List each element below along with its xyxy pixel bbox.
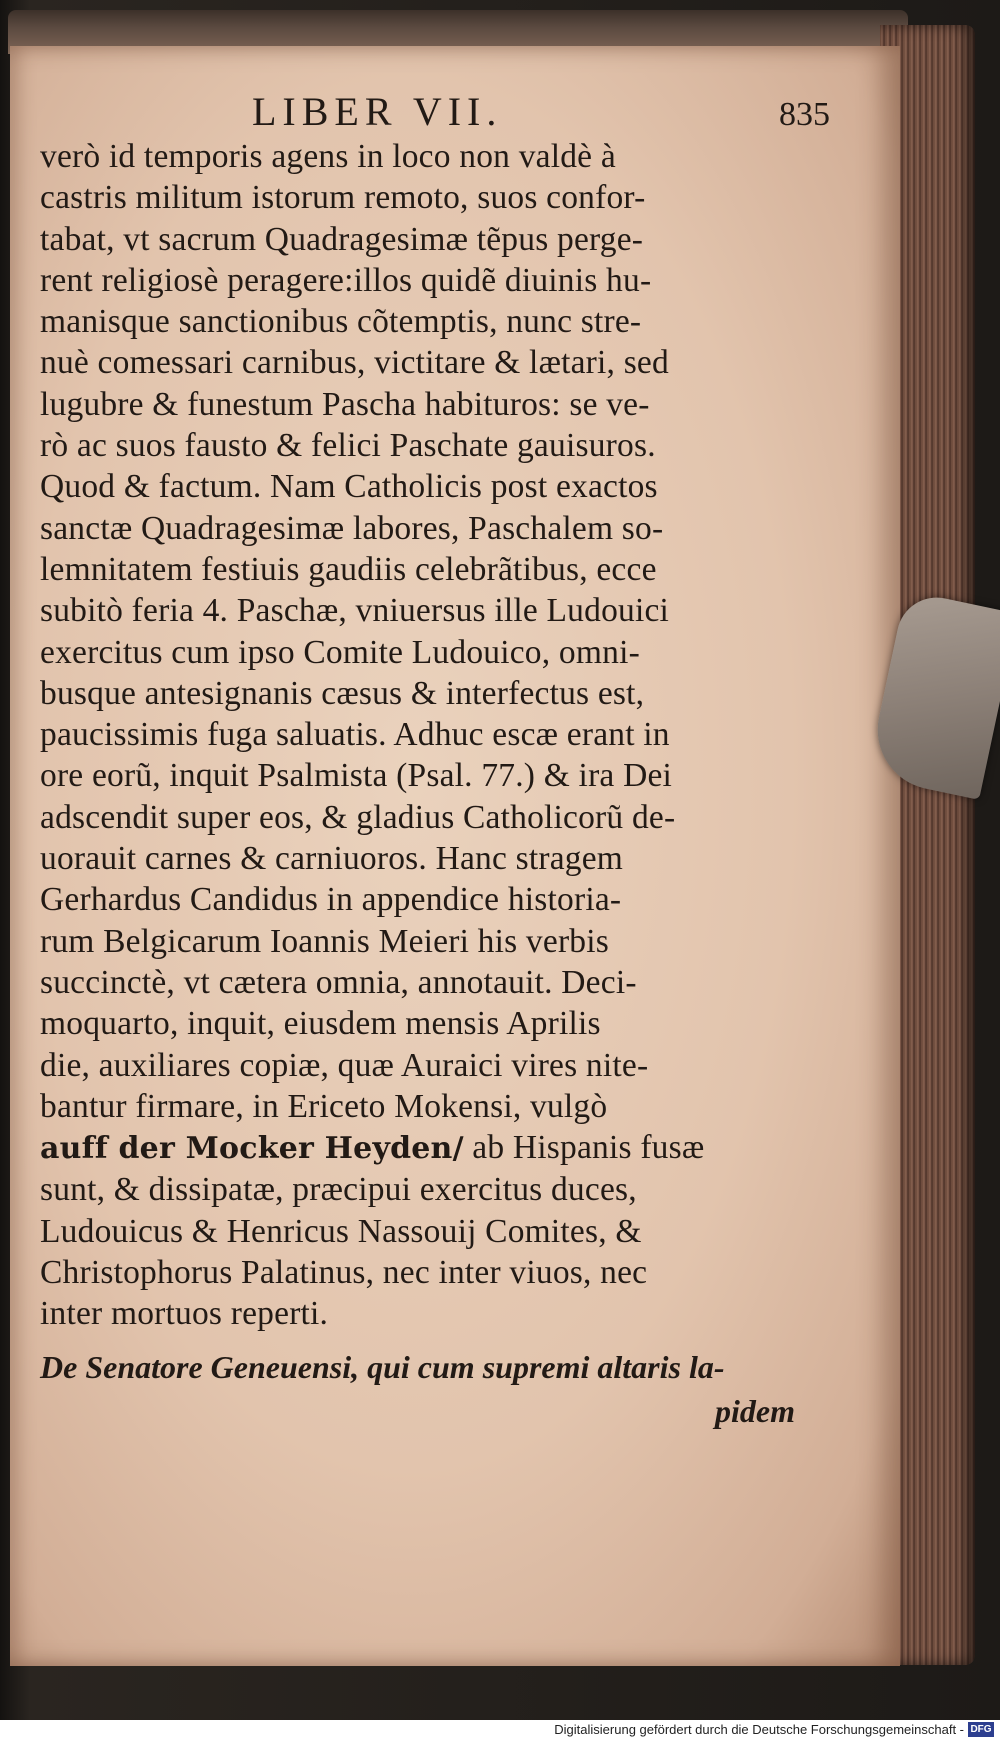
text-line: die, auxiliares copiæ, quæ Auraici vires nite- bbox=[40, 1046, 649, 1084]
text-line: inter mortuos reperti. bbox=[40, 1295, 329, 1333]
page-title: LIBER VII. bbox=[252, 89, 503, 134]
running-head bbox=[40, 88, 830, 136]
blackletter-phrase: auff der Mocker Heyden/ bbox=[40, 1131, 464, 1167]
text-line: tabat, vt sacrum Quadragesimæ tẽpus perge- bbox=[40, 220, 644, 258]
text-line-blackletter bbox=[40, 1127, 800, 1169]
page-number: 835 bbox=[779, 96, 830, 133]
text-line: exercitus cum ipso Comite Ludouico, omni- bbox=[40, 633, 640, 671]
text-line: rum Belgicarum Ioannis Meieri his verbis bbox=[40, 922, 609, 960]
text-line: rò ac suos fausto & felici Paschate gauisuros. bbox=[40, 427, 656, 465]
text-line: manisque sanctionibus cõtemptis, nunc stre- bbox=[40, 303, 642, 341]
text-line: verò id temporis agens in loco non valdè à bbox=[40, 138, 616, 175]
text-line: paucissimis fuga saluatis. Adhuc escæ erant in bbox=[40, 716, 670, 754]
text-line: sunt, & dissipatæ, præcipui exercitus duces, bbox=[40, 1171, 637, 1209]
text-line: busque antesignanis cæsus & interfectus est, bbox=[40, 674, 645, 712]
text-line: succinctè, vt cætera omnia, annotauit. Deci- bbox=[40, 963, 637, 1001]
text-line: bantur firmare, in Ericeto Mokensi, vulgò bbox=[40, 1087, 608, 1125]
text-line: subitò feria 4. Paschæ, vniuersus ille Ludouici bbox=[40, 592, 670, 630]
text-line: Gerhardus Candidus in appendice historia- bbox=[40, 881, 622, 919]
heading-line: De Senatore Geneuensi, qui cum supremi altaris la- bbox=[40, 1348, 725, 1385]
dfg-logo-icon: DFG bbox=[968, 1722, 994, 1737]
text-line: Ludouicus & Henricus Nassouij Comites, & bbox=[40, 1212, 642, 1250]
text-line: moquarto, inquit, eiusdem mensis Aprilis bbox=[40, 1005, 601, 1043]
text-line: lugubre & funestum Pascha habituros: se ve- bbox=[40, 385, 650, 423]
text-line: Quod & factum. Nam Catholicis post exactos bbox=[40, 468, 658, 506]
text-line: rent religiosè peragere:illos quidẽ diuinis hu- bbox=[40, 261, 652, 299]
text-line: nuè comessari carnibus, victitare & lætari, sed bbox=[40, 344, 669, 382]
text-line: castris militum istorum remoto, suos confor- bbox=[40, 179, 646, 217]
text-line: sanctæ Quadragesimæ labores, Paschalem so- bbox=[40, 509, 664, 547]
digitization-credit: Digitalisierung gefördert durch die Deutsche Forschungsgemeinschaft - bbox=[554, 1722, 964, 1737]
text-line: Christophorus Palatinus, nec inter viuos, nec bbox=[40, 1254, 648, 1292]
text-line-continuation: ab Hispanis fusæ bbox=[463, 1129, 705, 1167]
body-text bbox=[40, 136, 800, 1127]
body-text-continued bbox=[40, 1169, 800, 1334]
chapter-heading bbox=[40, 1345, 800, 1389]
text-line: uorauit carnes & carniuoros. Hanc stragem bbox=[40, 840, 624, 878]
text-line: adscendit super eos, & gladius Catholicorũ de- bbox=[40, 798, 676, 836]
text-line: ore eorũ, inquit Psalmista (Psal. 77.) & ira Dei bbox=[40, 757, 673, 795]
text-line: lemnitatem festiuis gaudiis celebrãtibus, ecce bbox=[40, 550, 657, 588]
page-text bbox=[40, 88, 830, 1433]
catchword: pidem bbox=[715, 1392, 795, 1429]
